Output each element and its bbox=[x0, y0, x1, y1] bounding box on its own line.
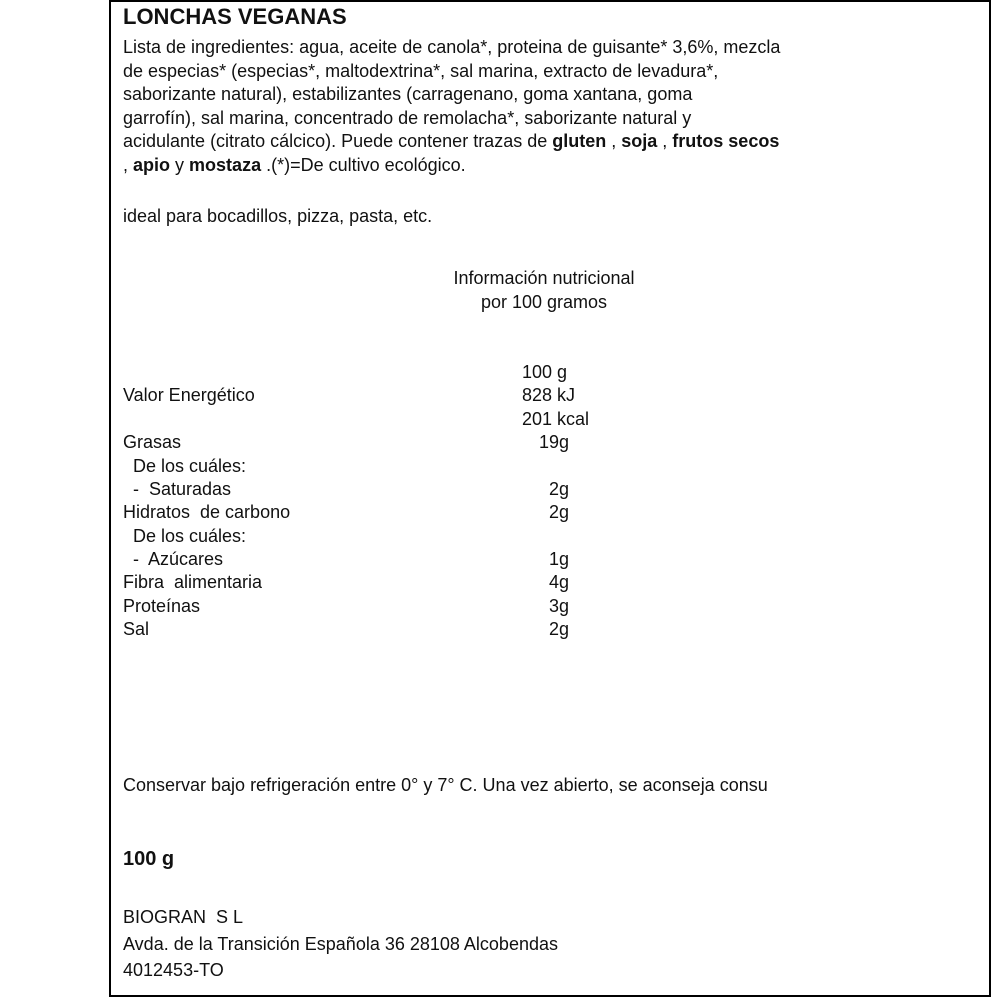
nutrition-row-label: De los cuáles: bbox=[123, 526, 247, 546]
nutrition-header-line2: por 100 gramos bbox=[480, 292, 608, 312]
energy-label: Valor Energético bbox=[123, 385, 255, 405]
storage-text: Conservar bajo refrigeración entre 0° y 7° C. Una vez abierto, se aconseja consu bbox=[123, 775, 768, 795]
nutrition-row-value: 2g bbox=[548, 502, 569, 522]
nutrition-column-header: 100 g bbox=[522, 362, 568, 382]
allergen-frutos-secos: frutos secos bbox=[672, 131, 780, 152]
ingredients-block bbox=[123, 36, 780, 178]
nutrition-row-label: Hidratos de carbono bbox=[123, 502, 291, 522]
ingredients-line: garrofín), sal marina, concentrado de remolacha*, saborizante natural y bbox=[123, 107, 692, 128]
nutrition-row-label: - Azúcares bbox=[123, 549, 224, 569]
ingredients-line: , bbox=[123, 154, 134, 175]
nutrition-row-label: - Saturadas bbox=[123, 479, 232, 499]
ingredients-line: acidulante (citrato cálcico). Puede contener trazas de bbox=[123, 131, 553, 152]
nutrition-row-value: 2g bbox=[548, 479, 569, 499]
allergen-soja: soja bbox=[621, 131, 658, 152]
ingredients-line: Lista de ingredientes: agua, aceite de canola*, proteina de guisante* 3,6%, mezcla bbox=[123, 37, 781, 57]
allergen-mostaza: mostaza bbox=[189, 154, 262, 175]
nutrition-row-label: Grasas bbox=[123, 432, 182, 452]
product-title: LONCHAS VEGANAS bbox=[123, 4, 347, 29]
company-name: BIOGRAN S L bbox=[123, 907, 244, 927]
separator: y bbox=[170, 154, 190, 175]
separator: , bbox=[657, 131, 673, 152]
nutrition-row-value: 4g bbox=[548, 572, 569, 592]
nutrition-header-line1: Información nutricional bbox=[453, 268, 635, 288]
separator: , bbox=[606, 131, 622, 152]
nutrition-row-value: 3g bbox=[548, 596, 569, 616]
usage-text: ideal para bocadillos, pizza, pasta, etc. bbox=[123, 206, 433, 226]
company-address: Avda. de la Transición Española 36 28108 Alcobendas bbox=[123, 934, 558, 954]
ingredients-line: de especias* (especias*, maltodextrina*, sal marina, extracto de levadura*, bbox=[123, 60, 719, 81]
net-weight: 100 g bbox=[123, 848, 175, 870]
nutrition-row-label: Proteínas bbox=[123, 596, 201, 616]
ingredients-line: saborizante natural), estabilizantes (carragenano, goma xantana, goma bbox=[123, 84, 693, 105]
nutrition-row-value: 19g bbox=[538, 432, 569, 452]
allergen-apio: apio bbox=[133, 154, 171, 175]
energy-kcal: 201 kcal bbox=[522, 409, 590, 429]
nutrition-row-value: 1g bbox=[548, 549, 569, 569]
ingredients-note: .(*)=De cultivo ecológico. bbox=[261, 154, 466, 175]
nutrition-row-label: De los cuáles: bbox=[123, 456, 247, 476]
nutrition-row-value: 2g bbox=[548, 619, 569, 639]
energy-kj: 828 kJ bbox=[522, 385, 576, 405]
nutrition-row-label: Fibra alimentaria bbox=[123, 572, 263, 592]
allergen-gluten: gluten bbox=[552, 131, 607, 152]
nutrition-row-label: Sal bbox=[123, 619, 150, 639]
product-code: 4012453-TO bbox=[123, 960, 224, 980]
